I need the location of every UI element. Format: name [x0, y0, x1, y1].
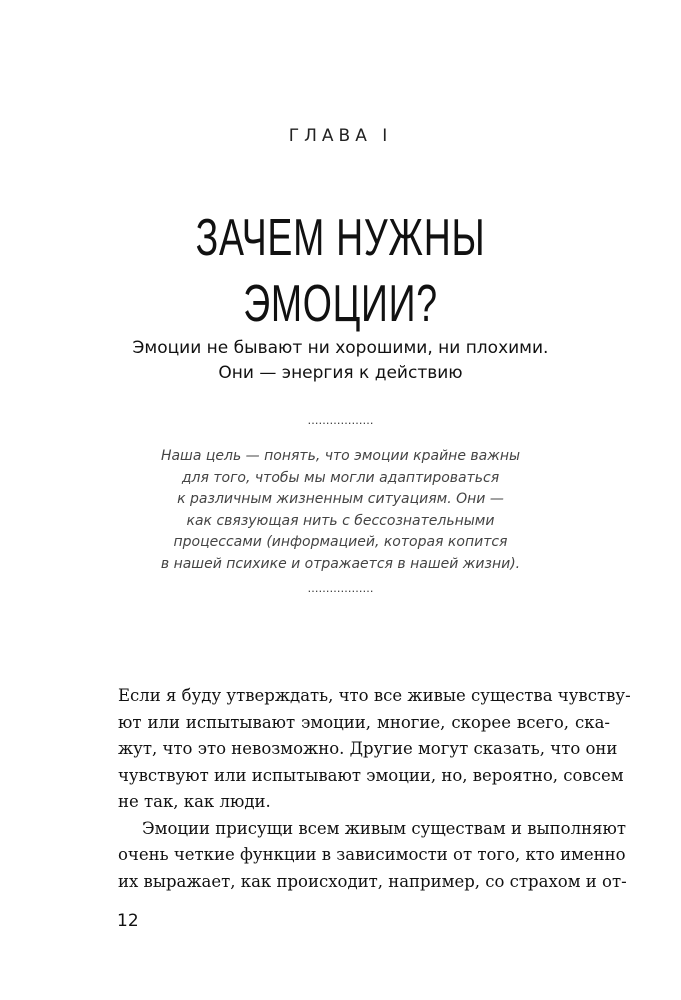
epigraph-line-5: процессами (информацией, которая копится	[173, 534, 508, 550]
page-number: 12	[117, 911, 139, 931]
chapter-title	[95, 205, 585, 337]
epigraph-line-4: как связующая нить с бессознательными	[186, 512, 495, 529]
epigraph	[0, 446, 681, 575]
chapter-title-line-2: ЭМОЦИИ?	[243, 274, 438, 333]
epigraph-line-3: к различным жизненным ситуациям. Они —	[177, 491, 504, 507]
epigraph-line-6: в нашей психике и отражается в нашей жизни).	[160, 555, 521, 572]
epigraph-line-1: Наша цель — понять, что эмоции крайне важны	[160, 448, 521, 464]
body-text	[118, 683, 631, 895]
body-line: Если я буду утверждать, что все живые существа чувству-	[118, 686, 631, 705]
body-line: жут, что это невозможно. Другие могут сказать, что они	[118, 739, 618, 758]
separator-top: ………………	[307, 414, 374, 427]
epigraph-line-2: для того, чтобы мы могли адаптироваться	[181, 469, 500, 486]
chapter-label: ГЛАВА I	[288, 126, 393, 146]
body-line: их выражает, как происходит, например, со страхом и от-	[118, 871, 627, 891]
body-line: чувствуют или испытывают эмоции, но, вероятно, совсем	[118, 765, 624, 785]
body-line: ют или испытывают эмоции, многие, скорее всего, ска-	[118, 712, 610, 732]
subtitle-line-2: Они — энергия к действию	[218, 363, 463, 383]
body-line: очень четкие функции в зависимости от того, кто именно	[118, 845, 626, 864]
separator-bottom: ………………	[307, 582, 374, 595]
body-line: Эмоции присущи всем живым существам и выполняют	[142, 818, 626, 838]
subtitle-line-1: Эмоции не бывают ни хорошими, ни плохими.	[132, 338, 549, 358]
chapter-title-line-1: ЗАЧЕМ НУЖНЫ	[195, 208, 486, 267]
chapter-subtitle	[0, 336, 681, 386]
body-line: не так, как люди.	[118, 792, 271, 811]
